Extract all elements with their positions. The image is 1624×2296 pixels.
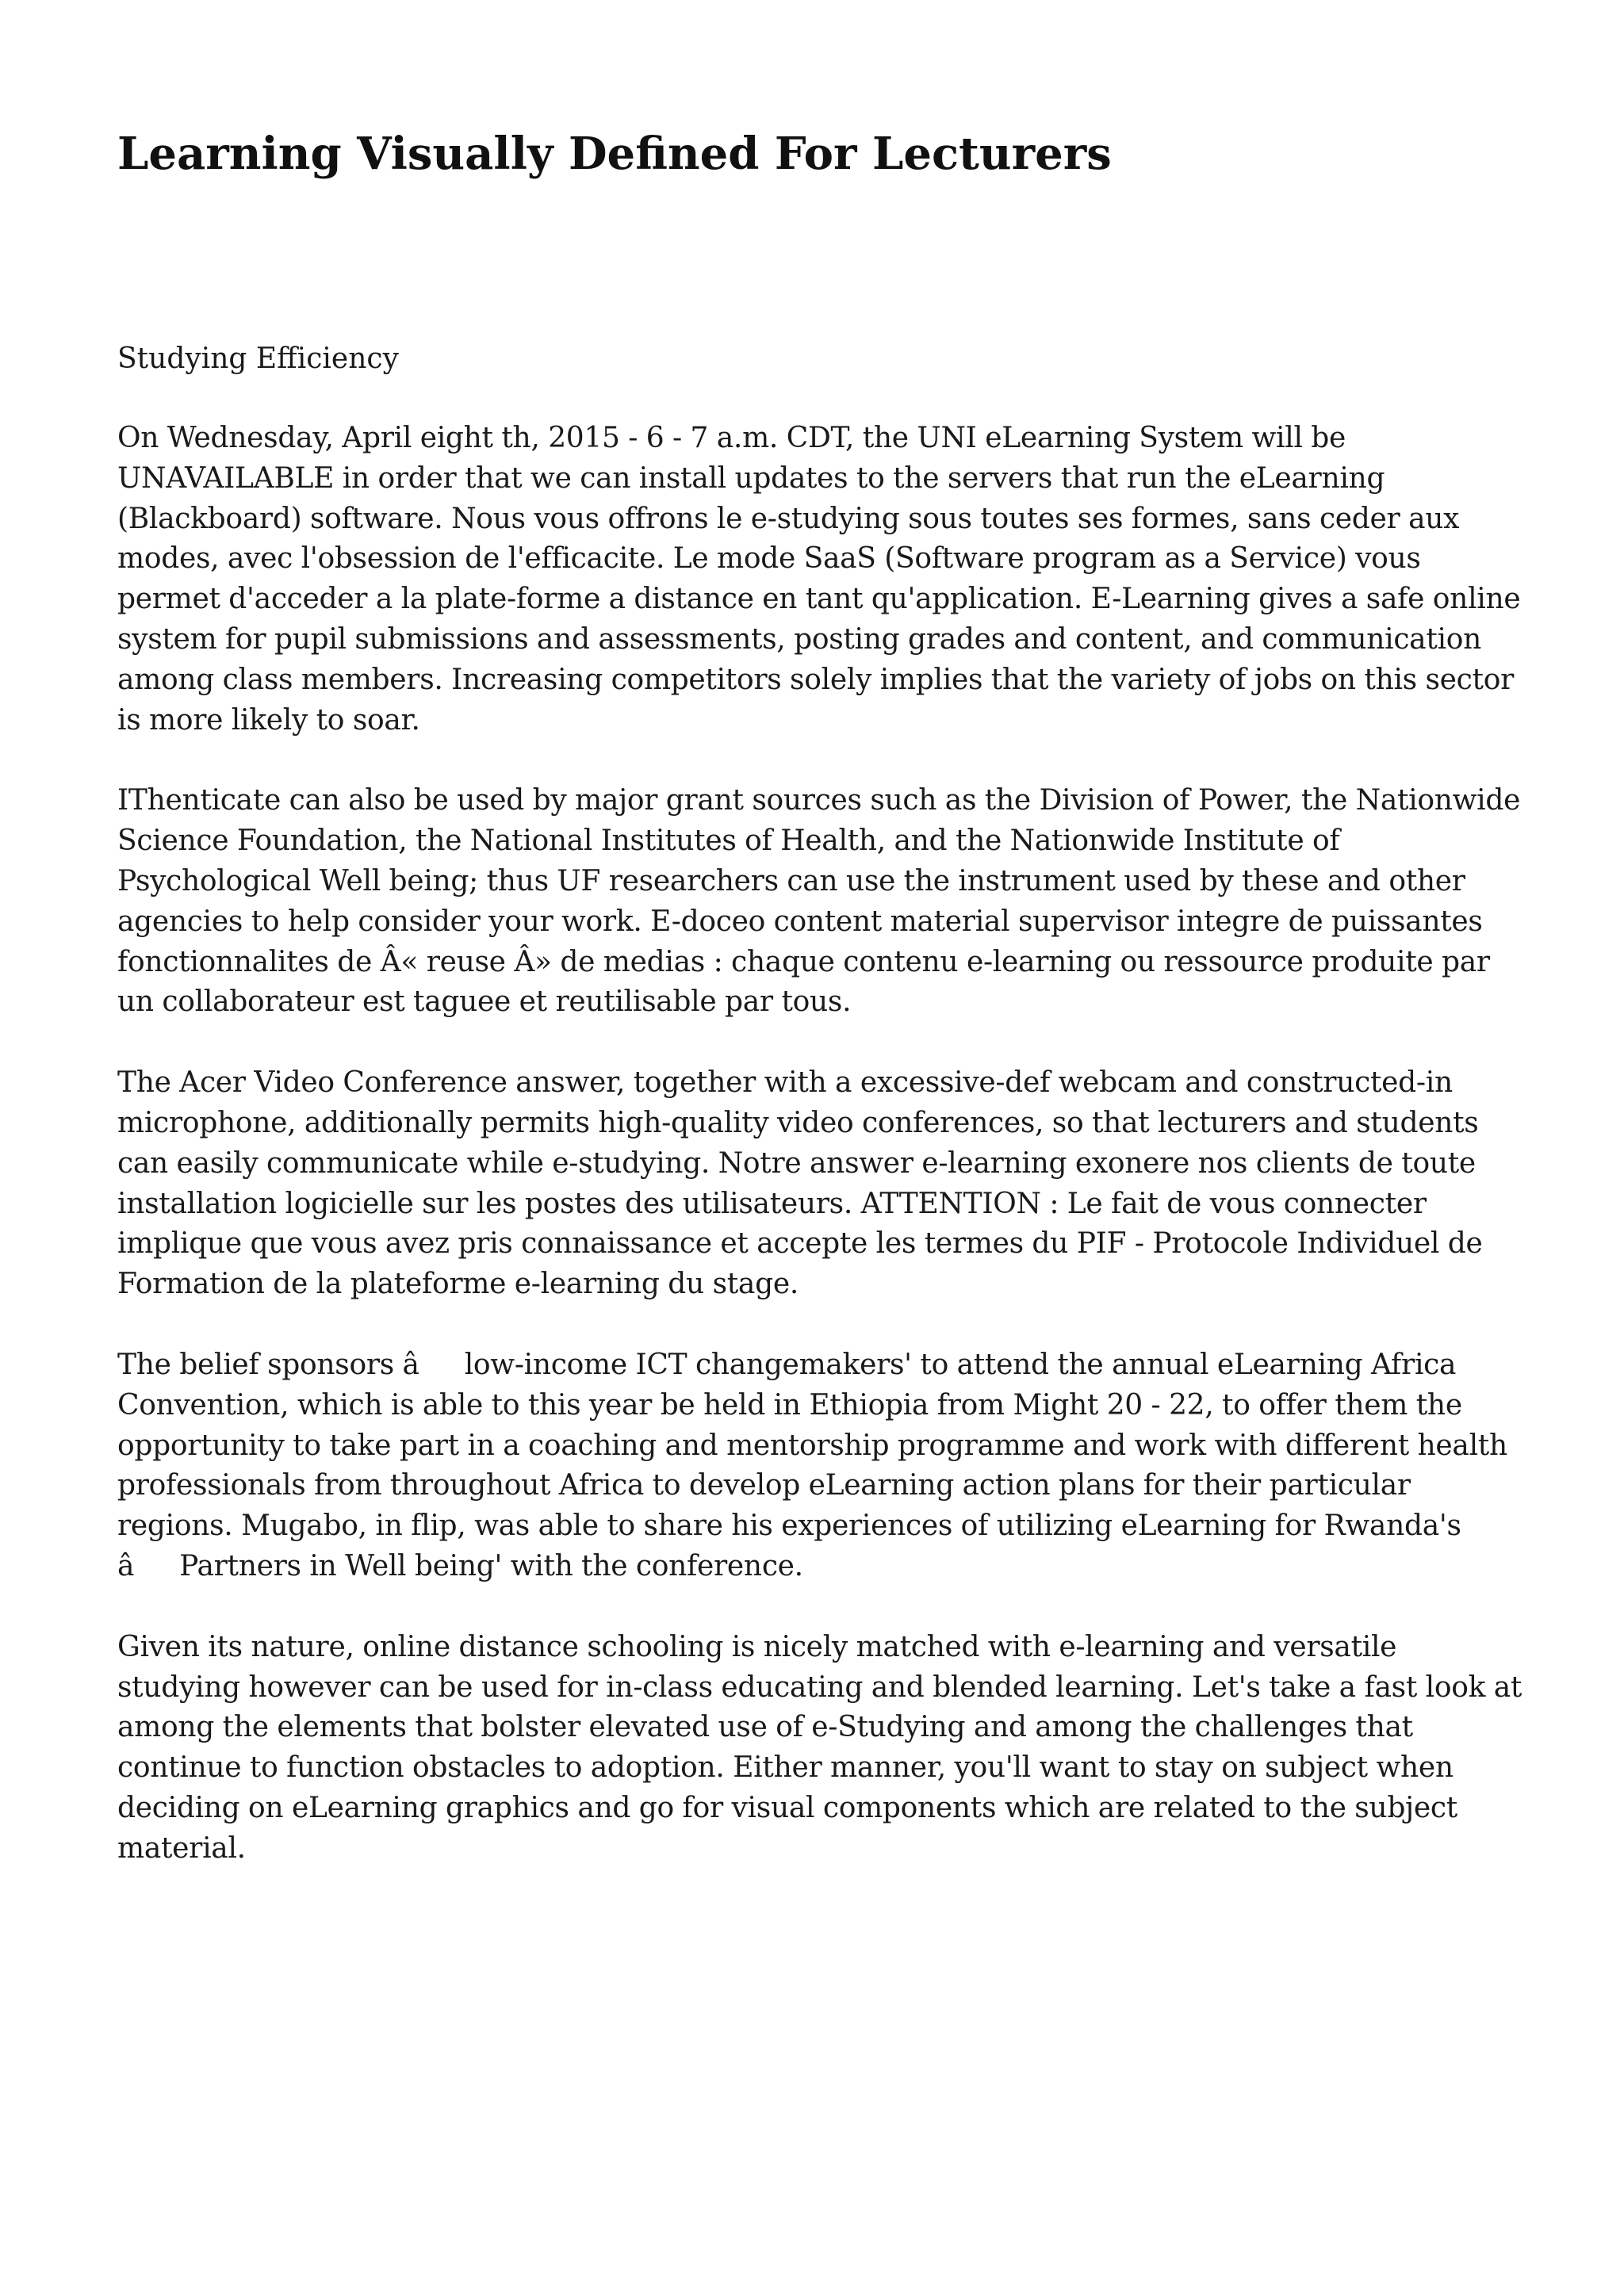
paragraph-3: The Acer Video Conference answer, together with a excessive-def webcam and constructed-in microphone, additionally permits high-quality video conferences, so that lecturers and students can easily communicate while e-studying. Notre answer e-learning exonere nos clients de toute installation logicielle sur les postes des utilisateurs. ATTENTION : Le fait de vous connecter implique que vous avez pris connaissance et accepte les termes du PIF - Protocole Individuel de Formation de la plateforme e-learning du stage. — [117, 1066, 1483, 1301]
section-heading: Studying Efficiency — [117, 342, 399, 375]
page-title: Learning Visually Defined For Lecturers — [117, 128, 1112, 180]
paragraph-5: Given its nature, online distance schooling is nicely matched with e-learning and versatile studying however can be used for in-class educating and blended learning. Let's take a fast look at among the elements that bolster elevated use of e-Studying and among the challenges that continue to function obstacles to adoption. Either manner, you'll want to stay on subject when deciding on eLearning graphics and go for visual components which are related to the subject material. — [117, 1630, 1522, 1865]
paragraph-1: On Wednesday, April eight th, 2015 - 6 - 7 a.m. CDT, the UNI eLearning System will be UNAVAILABLE in order that we can install updates to the servers that run the eLearning (Blackboard) software. Nous vous offrons le e-studying sous toutes ses formes, sans ceder aux modes, avec l'obsession de l'efficacite. Le mode SaaS (Software program as a Service) vous permet d'acceder a la plate-forme a distance en tant qu'application. E-Learning gives a safe online system for pupil submissions and assessments, posting grades and content, and communication among class members. Increasing competitors solely implies that the variety of jobs on this sector is more likely to soar. — [117, 422, 1521, 737]
paragraph-2: IThenticate can also be used by major grant sources such as the Division of Power, the Nationwide Science Foundation, the National Institutes of Health, and the Nationwide Institute of Psychological Well being; thus UF researchers can use the instrument used by these and other agencies to help consider your work. E-doceo content material supervisor integre de puissantes fonctionnalites de Â« reuse Â» de medias : chaque contenu e-learning ou ressource produite par un collaborateur est taguee et reutilisable par tous. — [117, 784, 1521, 1019]
article-body — [117, 419, 1522, 1910]
paragraph-4: The belief sponsors âlow-income ICT changemakers' to attend the annual eLearning Africa Convention, which is able to this year be held in Ethiopia from Might 20 - 22, to offer them the opportunity to take part in a coaching and mentorship programme and work with different health professionals from throughout Africa to develop eLearning action plans for their particular regions. Mugabo, in flip, was able to share his experiences of utilizing eLearning for Rwanda's âPartners in Well being' with the conference. — [117, 1348, 1507, 1582]
